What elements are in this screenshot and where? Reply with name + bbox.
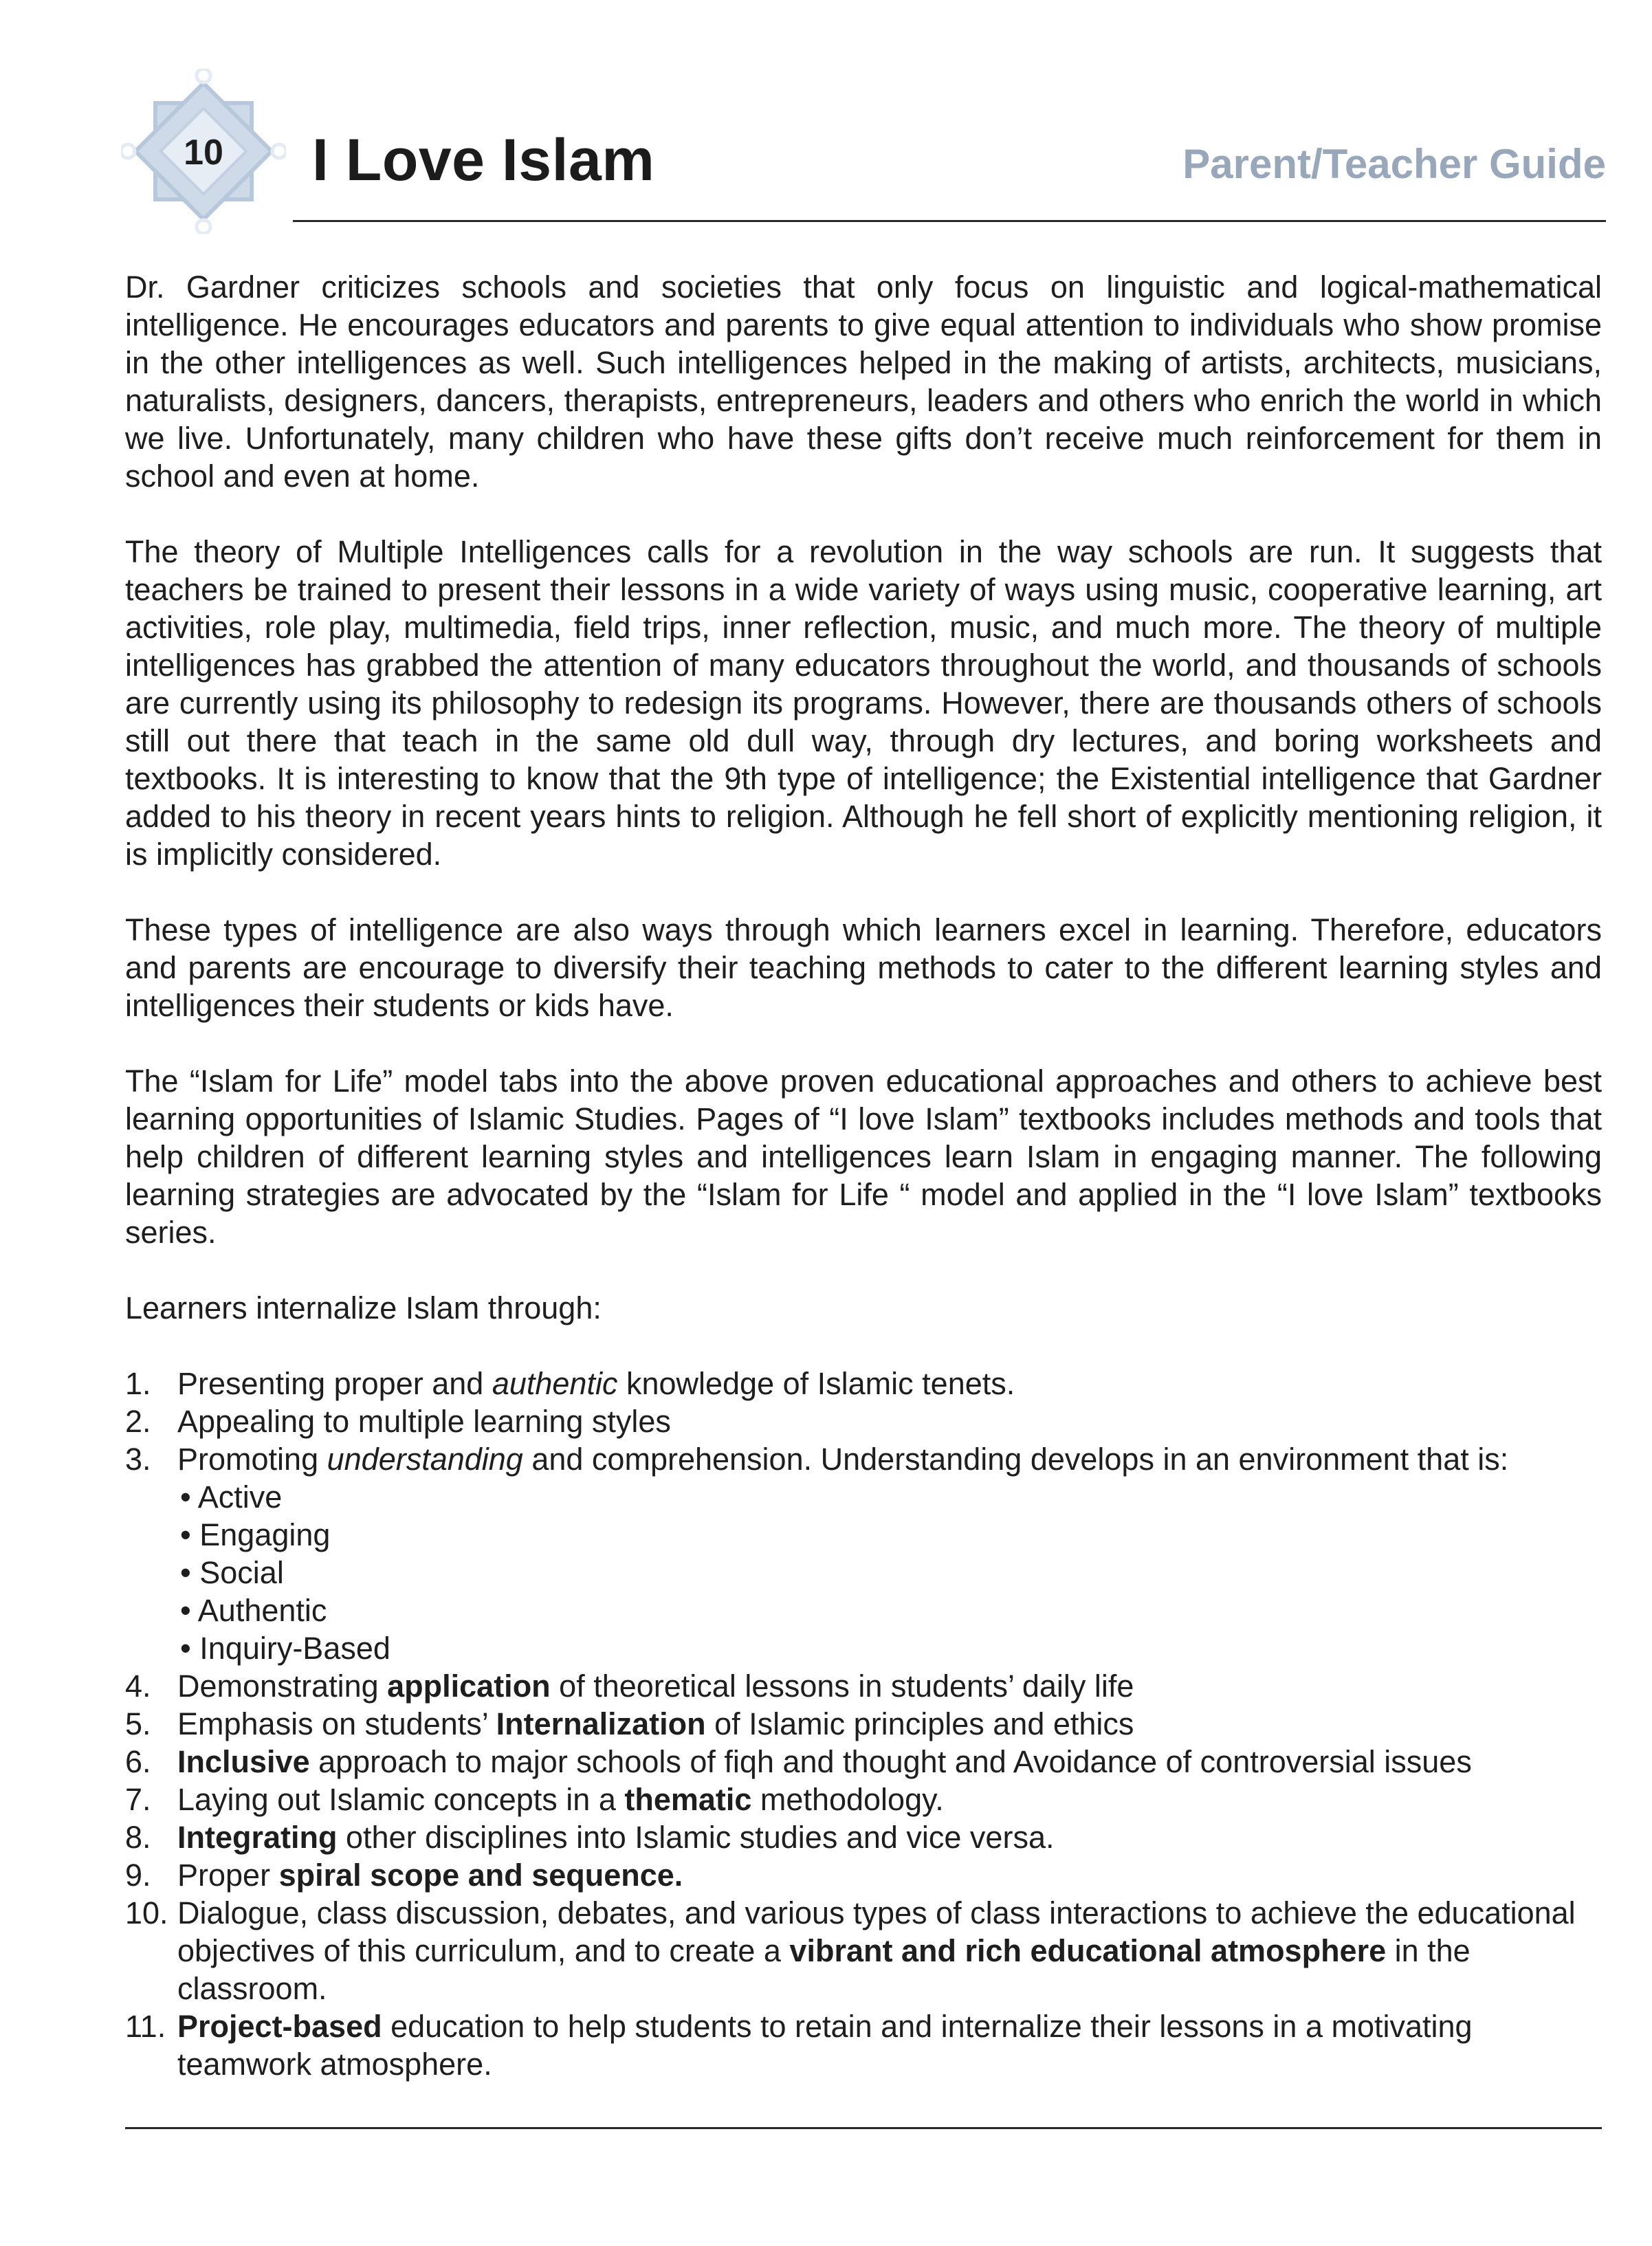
paragraph: These types of intelligence are also ways through which learners excel in learning. Therefore, educators and parents are encourage to diversify their teaching methods to cater to the different learning styles and intelligences their students or kids have. — [125, 912, 1602, 1023]
header-divider — [293, 220, 1606, 222]
list-item: • Authentic — [180, 1593, 327, 1628]
list-number: 9. — [125, 1858, 151, 1893]
list-item: • Engaging — [180, 1517, 331, 1552]
list-number: 2. — [125, 1404, 151, 1439]
list-number: 1. — [125, 1366, 151, 1401]
list-item: 9. Proper spiral scope and sequence. — [125, 1858, 683, 1893]
list-item: 2. Appealing to multiple learning styles — [125, 1404, 671, 1439]
list-number: 11. — [125, 2009, 166, 2044]
list-intro: Learners internalize Islam through: — [125, 1290, 602, 1325]
footer-divider — [125, 2127, 1602, 2129]
list-item: 3. Promoting understanding and comprehension. Understanding develops in an environment that is: • Active • Engaging • Social • Authentic • Inquiry-Based — [125, 1440, 1602, 1667]
list-number: 4. — [125, 1669, 151, 1704]
list-number: 7. — [125, 1782, 151, 1817]
list-item: • Inquiry-Based — [180, 1631, 390, 1666]
list-number: 3. — [125, 1442, 151, 1477]
list-item: • Active — [180, 1479, 283, 1515]
list-number: 5. — [125, 1706, 151, 1741]
paragraph: The “Islam for Life” model tabs into the above proven educational approaches and others to achieve best learning opportunities of Islamic Studies. Pages of “I love Islam” textbooks includes methods and tools that help children of different learning styles and intelligences learn Islam in engaging manner. The following learning strategies are advocated by the “Islam for Life “ model and applied in the “I love Islam” textbooks series. — [125, 1064, 1602, 1250]
book-title: I Love Islam — [312, 127, 655, 193]
list-item: 10. Dialogue, class discussion, debates, and various types of class interactions to achieve the educational objectives of this curriculum, and to create a vibrant and rich educational atmosphere in the classroom. — [125, 1895, 1576, 2006]
page-header — [121, 69, 1606, 234]
list-number: 10. — [125, 1895, 168, 1930]
list-item: 7. Laying out Islamic concepts in a thematic methodology. — [125, 1782, 944, 1817]
page-body — [125, 268, 1602, 2083]
list-item: 4. Demonstrating application of theoretical lessons in students’ daily life — [125, 1669, 1134, 1704]
list-item: 5. Emphasis on students’ Internalization of Islamic principles and ethics — [125, 1706, 1134, 1741]
list-item: 6. Inclusive approach to major schools of fiqh and thought and Avoidance of controversial issues — [125, 1744, 1472, 1779]
page-number: 10 — [184, 133, 223, 173]
list-item: • Social — [180, 1555, 284, 1590]
list-item: 1. Presenting proper and authentic knowledge of Islamic tenets. — [125, 1366, 1015, 1401]
learning-strategies-list — [125, 1365, 1602, 2083]
guide-label: Parent/Teacher Guide — [1182, 141, 1606, 187]
list-number: 8. — [125, 1820, 151, 1855]
environment-traits-list — [177, 1478, 1602, 1667]
list-number: 6. — [125, 1744, 151, 1779]
list-item: 11. Project-based education to help students to retain and internalize their lessons in a motivating teamwork atmosphere. — [125, 2009, 1473, 2082]
paragraph: Dr. Gardner criticizes schools and societies that only focus on linguistic and logical-mathematical intelligence. He encourages educators and parents to give equal attention to individuals who show promise in the other intelligences as well. Such intelligences helped in the making of artists, architects, musicians, naturalists, designers, dancers, therapists, entrepreneurs, leaders and others who enrich the world in which we live. Unfortunately, many children who have these gifts don’t receive much reinforcement for them in school and even at home. — [125, 269, 1602, 494]
paragraph: The theory of Multiple Intelligences calls for a revolution in the way schools are run. It suggests that teachers be trained to present their lessons in a wide variety of ways using music, cooperative learning, art activities, role play, multimedia, field trips, inner reflection, music, and much more. The theory of multiple intelligences has grabbed the attention of many educators throughout the world, and thousands of schools are currently using its philosophy to redesign its programs. However, there are thousands others of schools still out there that teach in the same old dull way, through dry lectures, and boring worksheets and textbooks. It is interesting to know that the 9th type of intelligence; the Existential intelligence that Gardner added to his theory in recent years hints to religion. Although he fell short of explicitly mentioning religion, it is implicitly considered. — [125, 534, 1602, 872]
list-item: 8. Integrating other disciplines into Islamic studies and vice versa. — [125, 1820, 1055, 1855]
